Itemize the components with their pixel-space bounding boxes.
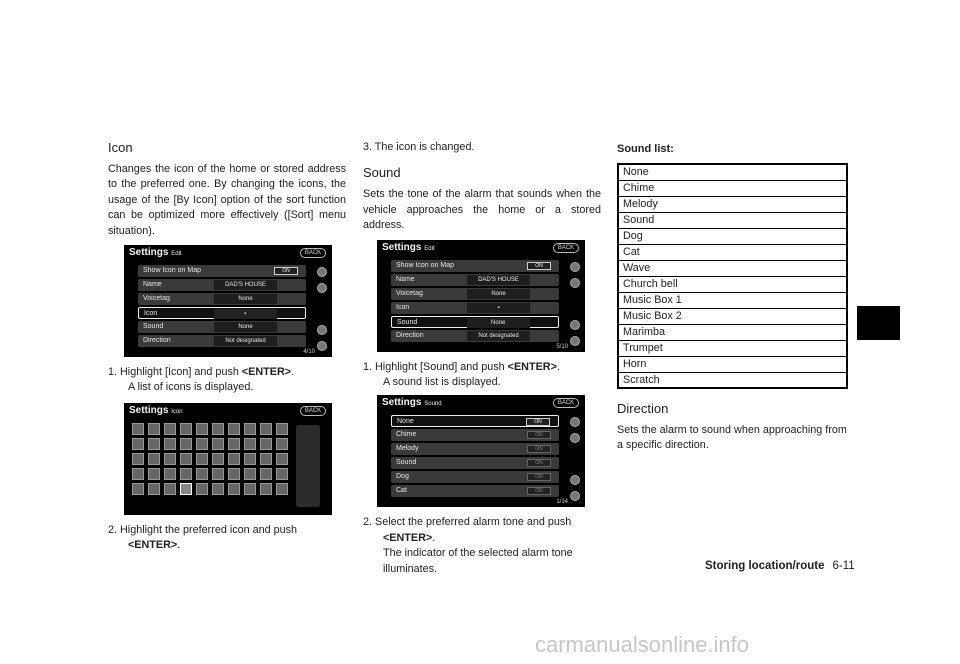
table-row: Wave bbox=[618, 260, 847, 276]
footer-page-number: 6-11 bbox=[832, 560, 855, 572]
back-button: BACK bbox=[553, 243, 579, 253]
screen-title: Settings Sound bbox=[382, 397, 442, 409]
column-sound bbox=[363, 140, 601, 577]
screen-title: Settings Edit bbox=[382, 241, 435, 253]
table-row: Trumpet bbox=[618, 340, 847, 356]
table-row: Dog bbox=[618, 228, 847, 244]
screen-title: Settings Icon bbox=[129, 404, 183, 416]
sound-heading: Sound bbox=[363, 165, 401, 181]
direction-description: Sets the alarm to sound when approaching from a specific direction. bbox=[617, 424, 847, 452]
icon-step-2: 2. Highlight the preferred icon and push <ENTER>. bbox=[108, 523, 298, 552]
table-row: Horn bbox=[618, 356, 847, 372]
scroll-up-icon bbox=[570, 262, 580, 272]
chapter-tab bbox=[857, 306, 900, 340]
back-button: BACK bbox=[300, 406, 326, 416]
table-row: Melody bbox=[618, 196, 847, 212]
table-row: Scratch bbox=[618, 372, 847, 388]
table-row: Church bell bbox=[618, 276, 847, 292]
table-row: None bbox=[618, 164, 847, 180]
row-voicetag: Voicetag None bbox=[138, 293, 306, 305]
screenshot-edit-icon bbox=[124, 245, 332, 357]
sound-step-1-result: A sound list is displayed. bbox=[383, 376, 501, 389]
page-footer bbox=[705, 560, 855, 572]
row-sound-highlighted: Sound None bbox=[391, 316, 559, 328]
scroll-up-icon bbox=[570, 417, 580, 427]
screenshot-icon-list bbox=[124, 403, 332, 515]
scroll-up-icon bbox=[570, 433, 580, 443]
scroll-down-icon bbox=[317, 341, 327, 351]
table-row: Sound bbox=[618, 212, 847, 228]
table-row: Cat bbox=[618, 244, 847, 260]
back-button: BACK bbox=[300, 248, 326, 258]
row-direction: Direction Not designated bbox=[391, 330, 559, 342]
icon-step-1: 1. Highlight [Icon] and push <ENTER>. bbox=[108, 366, 295, 379]
table-row: Chime bbox=[618, 180, 847, 196]
sound-step-1: 1. Highlight [Sound] and push <ENTER>. bbox=[363, 360, 560, 373]
screen-title: Settings Edit bbox=[129, 247, 182, 259]
sound-row-chime: Chime ON bbox=[391, 429, 559, 441]
icon-heading: Icon bbox=[108, 140, 133, 155]
row-name: Name DAD'S HOUSE bbox=[138, 279, 306, 291]
scroll-down-icon bbox=[570, 475, 580, 485]
row-name: Name DAD'S HOUSE bbox=[391, 274, 559, 286]
scroll-down-icon bbox=[570, 336, 580, 346]
row-icon: Icon ▪ bbox=[391, 302, 559, 314]
scroll-up-icon bbox=[317, 283, 327, 293]
direction-heading: Direction bbox=[617, 401, 669, 416]
sound-step-2: 2. Select the preferred alarm tone and push <ENTER>. bbox=[363, 516, 572, 544]
column-sound-list bbox=[617, 140, 851, 454]
sound-row-sound: Sound ON bbox=[391, 457, 559, 469]
sound-list-table bbox=[617, 163, 848, 389]
row-voicetag: Voicetag None bbox=[391, 288, 559, 300]
screenshot-sound-list bbox=[377, 395, 585, 507]
page-indicator: 5/10 bbox=[556, 343, 568, 350]
row-show-icon: Show Icon on Map ON bbox=[138, 265, 306, 277]
row-show-icon: Show Icon on Map ON bbox=[391, 260, 559, 272]
sound-row-melody: Melody ON bbox=[391, 443, 559, 455]
screenshot-edit-sound bbox=[377, 240, 585, 352]
row-sound: Sound None bbox=[138, 321, 306, 333]
sound-row-none: None ON bbox=[391, 415, 559, 427]
sound-row-dog: Dog ON bbox=[391, 471, 559, 483]
scroll-down-icon bbox=[317, 325, 327, 335]
scroll-down-icon bbox=[570, 491, 580, 501]
table-row: Music Box 1 bbox=[618, 292, 847, 308]
icon-step-3: 3. The icon is changed. bbox=[363, 141, 475, 153]
back-button: BACK bbox=[553, 398, 579, 408]
row-direction: Direction Not designated bbox=[138, 335, 306, 347]
icon-step-1-result: A list of icons is displayed. bbox=[128, 381, 254, 394]
page-indicator: 1/14 bbox=[556, 499, 568, 506]
selected-icon-preview bbox=[296, 425, 320, 507]
sound-description: Sets the tone of the alarm that sounds when the vehicle approaches the home or a stored address. bbox=[363, 188, 601, 232]
table-row: Music Box 2 bbox=[618, 308, 847, 324]
icon-grid bbox=[132, 423, 287, 495]
row-icon-highlighted: Icon ▪ bbox=[138, 307, 306, 319]
table-row: Marimba bbox=[618, 324, 847, 340]
scroll-down-icon bbox=[570, 320, 580, 330]
icon-description: Changes the icon of the home or stored address to the preferred one. By changing the icons, the usage of the [By Icon] option of the sort function can be optimized more effectively ([Sort] menu situation). bbox=[108, 163, 346, 237]
sound-list-heading: Sound list: bbox=[617, 143, 674, 155]
footer-section: Storing location/route bbox=[705, 560, 825, 572]
column-icon bbox=[108, 140, 346, 554]
scroll-up-icon bbox=[317, 267, 327, 277]
watermark: carmanualsonline.info bbox=[535, 632, 750, 657]
page-indicator: 4/10 bbox=[303, 349, 315, 356]
scroll-up-icon bbox=[570, 278, 580, 288]
sound-row-cat: Cat ON bbox=[391, 485, 559, 497]
sound-step-2-result: The indicator of the selected alarm tone illuminates. bbox=[383, 547, 573, 575]
